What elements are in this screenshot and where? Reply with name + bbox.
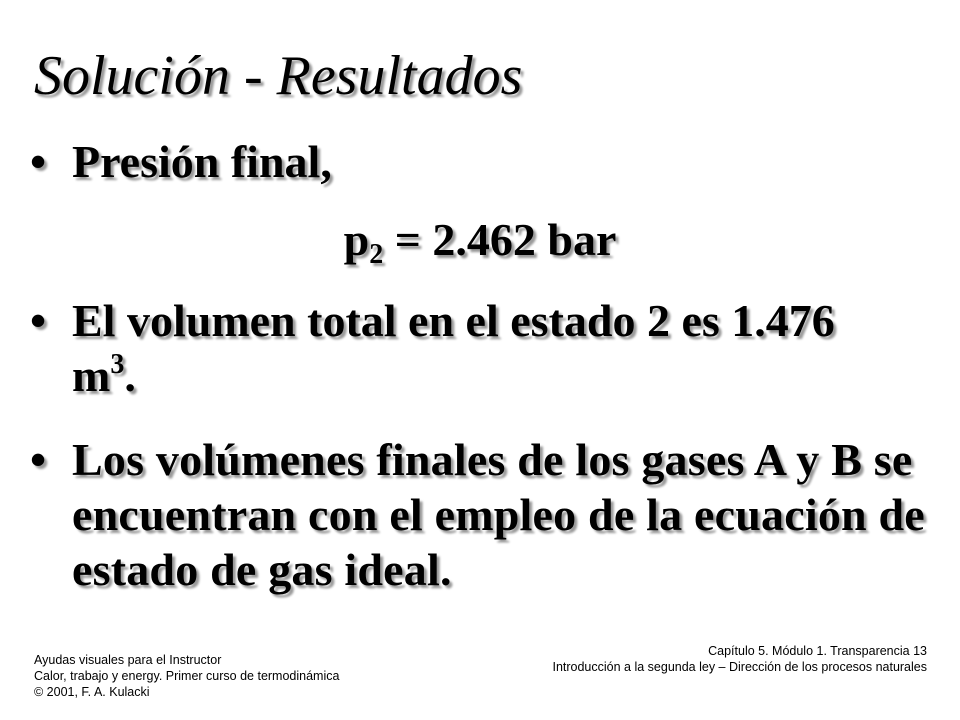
slide-title: Solución - Resultados: [34, 45, 523, 107]
bullet-dot: •: [30, 136, 47, 187]
footer-chapter-info: [552, 643, 927, 675]
unit-exponent: 3: [110, 349, 125, 380]
bullet-text: Presión final,: [72, 136, 332, 187]
equation-value: = 2.462 bar: [383, 214, 617, 265]
footer-right-line: Capítulo 5. Módulo 1. Transparencia 13: [708, 644, 927, 658]
footer-left-line: © 2001, F. A. Kulacki: [34, 685, 150, 699]
bullet-dot: •: [30, 295, 47, 346]
bullet-text: [72, 293, 910, 403]
bullet-text-main: El volumen total en el estado 2 es 1.476 m: [72, 295, 835, 401]
bullet-final-volumes: [30, 432, 930, 597]
bullet-dot: •: [30, 434, 47, 485]
bullet-final-pressure: [30, 134, 910, 189]
bullet-text: Los volúmenes finales de los gases A y B se encuentran con el empleo de la ecuación de estado de gas ideal.: [72, 434, 925, 595]
footer-left-line: Ayudas visuales para el Instructor: [34, 653, 222, 667]
footer-credits: [34, 652, 339, 700]
equation-subscript: 2: [369, 239, 384, 270]
bullet-text-tail: .: [124, 350, 136, 401]
bullet-total-volume: [30, 293, 910, 403]
equation-variable: p: [343, 214, 370, 265]
pressure-equation: [0, 212, 960, 282]
footer-left-line: Calor, trabajo y energy. Primer curso de termodinámica: [34, 669, 340, 683]
footer-right-line: Introducción a la segunda ley – Dirección de los procesos naturales: [552, 660, 927, 674]
